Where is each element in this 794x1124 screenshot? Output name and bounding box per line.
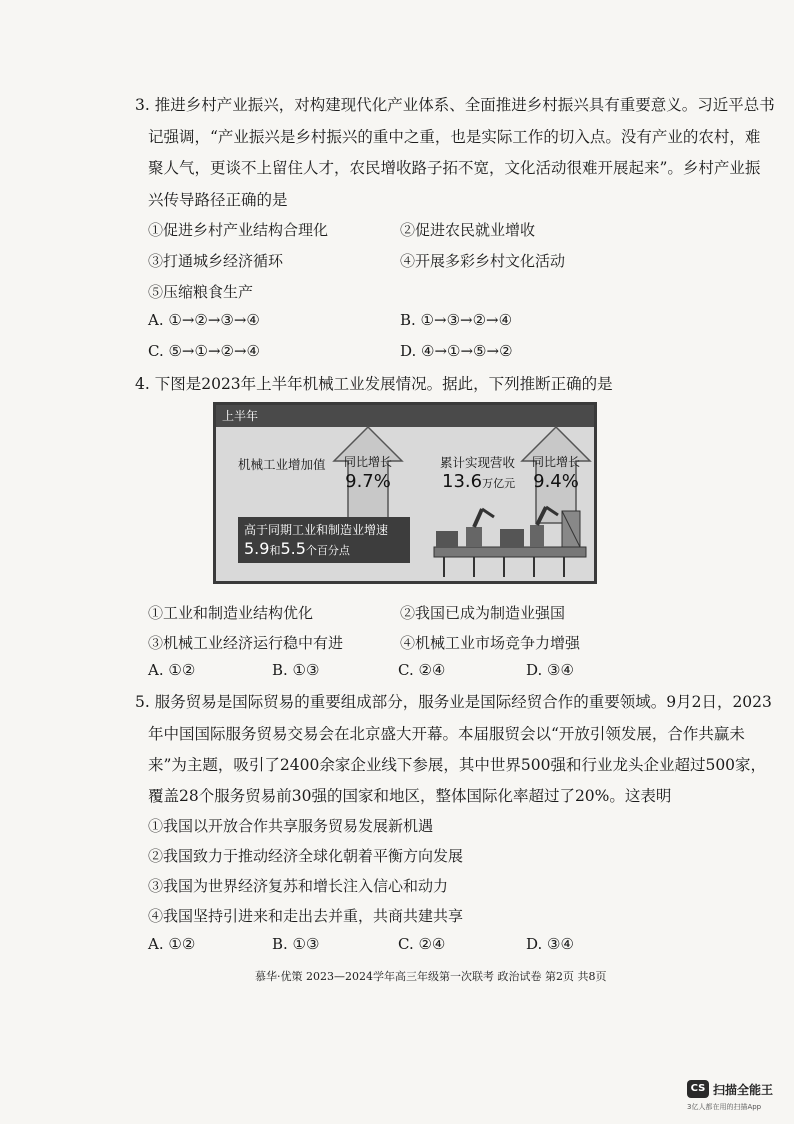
q4-option-3: ③机械工业经济运行稳中有进 — [148, 634, 344, 652]
comparison-box — [238, 517, 410, 563]
q3-option-3: ③打通城乡经济循环 — [148, 252, 284, 270]
q3-answer-d: D. ④→①→⑤→② — [400, 342, 513, 360]
q3-stem-line-1: 3. 推进乡村产业振兴，对构建现代化产业体系、全面推进乡村振兴具有重要意义。习近平总书 — [135, 96, 775, 114]
q4-answer-b: B. ①③ — [272, 661, 320, 679]
arrow-2-value: 9.4% — [533, 471, 579, 492]
scanner-logo-icon: CS — [687, 1080, 709, 1098]
q5-answer-a: A. ①② — [148, 935, 196, 953]
q3-option-2: ②促进农民就业增收 — [400, 221, 536, 239]
machinery-infographic — [213, 402, 597, 584]
q3-answer-b: B. ①→③→②→④ — [400, 311, 513, 329]
q5-option-1: ①我国以开放合作共享服务贸易发展新机遇 — [148, 817, 434, 835]
q5-answer-c: C. ②④ — [398, 935, 446, 953]
q3-stem-line-4: 兴传导路径正确的是 — [148, 191, 288, 209]
metric-2-label: 累计实现营收 — [440, 455, 516, 470]
arrow-1-label: 同比增长 — [343, 455, 392, 469]
q4-option-2: ②我国已成为制造业强国 — [400, 604, 566, 622]
q5-stem-line-4: 覆盖28个服务贸易前30强的国家和地区，整体国际化率超过了20%。这表明 — [148, 787, 672, 805]
q4-option-1: ①工业和制造业结构优化 — [148, 604, 314, 622]
q3-answer-c: C. ⑤→①→②→④ — [148, 342, 260, 360]
q4-answer-d: D. ③④ — [526, 661, 574, 679]
factory-robot-illustration — [430, 501, 590, 581]
comparison-value-1: 5.9 — [244, 539, 270, 558]
comparison-value-2: 5.5 — [280, 539, 306, 558]
comparison-unit: 个百分点 — [305, 544, 350, 557]
q3-stem-line-3: 聚人气，更谈不上留住人才，农民增收路子拓不宽，文化活动很难开展起来”。乡村产业振 — [148, 159, 761, 177]
q5-option-2: ②我国致力于推动经济全球化朝着平衡方向发展 — [148, 847, 464, 865]
comparison-box-line-1: 高于同期工业和制造业增速 — [244, 523, 389, 537]
comparison-box-line-2 — [244, 539, 350, 558]
q5-answer-b: B. ①③ — [272, 935, 320, 953]
page-footer: 慕华·优策 2023—2024学年高三年级第一次联考 政治试卷 第2页 共8页 — [255, 970, 607, 983]
q3-option-1: ①促进乡村产业结构合理化 — [148, 221, 329, 239]
q5-option-3: ③我国为世界经济复苏和增长注入信心和动力 — [148, 877, 449, 895]
q5-answer-d: D. ③④ — [526, 935, 574, 953]
q4-answer-c: C. ②④ — [398, 661, 446, 679]
metric-2-number: 13.6 — [442, 471, 483, 492]
q4-stem: 4. 下图是2023年上半年机械工业发展情况。据此，下列推断正确的是 — [135, 375, 613, 393]
comparison-connector: 和 — [269, 544, 281, 557]
q5-option-4: ④我国坚持引进来和走出去并重，共商共建共享 — [148, 907, 464, 925]
metric-1-label: 机械工业增加值 — [238, 457, 326, 472]
q3-stem-line-2: 记强调，“产业振兴是乡村振兴的重中之重，也是实际工作的切入点。没有产业的农村，难 — [148, 128, 761, 146]
infographic-header — [216, 405, 594, 427]
infographic-header-label: 上半年 — [222, 409, 259, 423]
scanner-watermark — [687, 1080, 787, 1116]
arrow-1-value: 9.7% — [345, 471, 391, 492]
scanner-app-name: 扫描全能王 — [713, 1083, 774, 1097]
q3-answer-a: A. ①→②→③→④ — [148, 311, 260, 329]
metric-2-value — [442, 471, 515, 492]
scanner-tagline: 3亿人都在用的扫描App — [687, 1103, 762, 1111]
q5-stem-line-2: 年中国国际服务贸易交易会在北京盛大开幕。本届服贸会以“开放引领发展，合作共赢未 — [148, 725, 745, 743]
q4-answer-a: A. ①② — [148, 661, 196, 679]
q4-option-4: ④机械工业市场竞争力增强 — [400, 634, 581, 652]
q5-stem-line-1: 5. 服务贸易是国际贸易的重要组成部分，服务业是国际经贸合作的重要领域。9月2日，2023 — [135, 693, 772, 711]
q5-stem-line-3: 来”为主题，吸引了2400余家企业线下参展，其中世界500强和行业龙头企业超过500家， — [148, 756, 767, 774]
metric-2-unit: 万亿元 — [482, 477, 516, 490]
arrow-2-label: 同比增长 — [531, 455, 580, 469]
q3-option-4: ④开展多彩乡村文化活动 — [400, 252, 566, 270]
q3-option-5: ⑤压缩粮食生产 — [148, 283, 254, 301]
